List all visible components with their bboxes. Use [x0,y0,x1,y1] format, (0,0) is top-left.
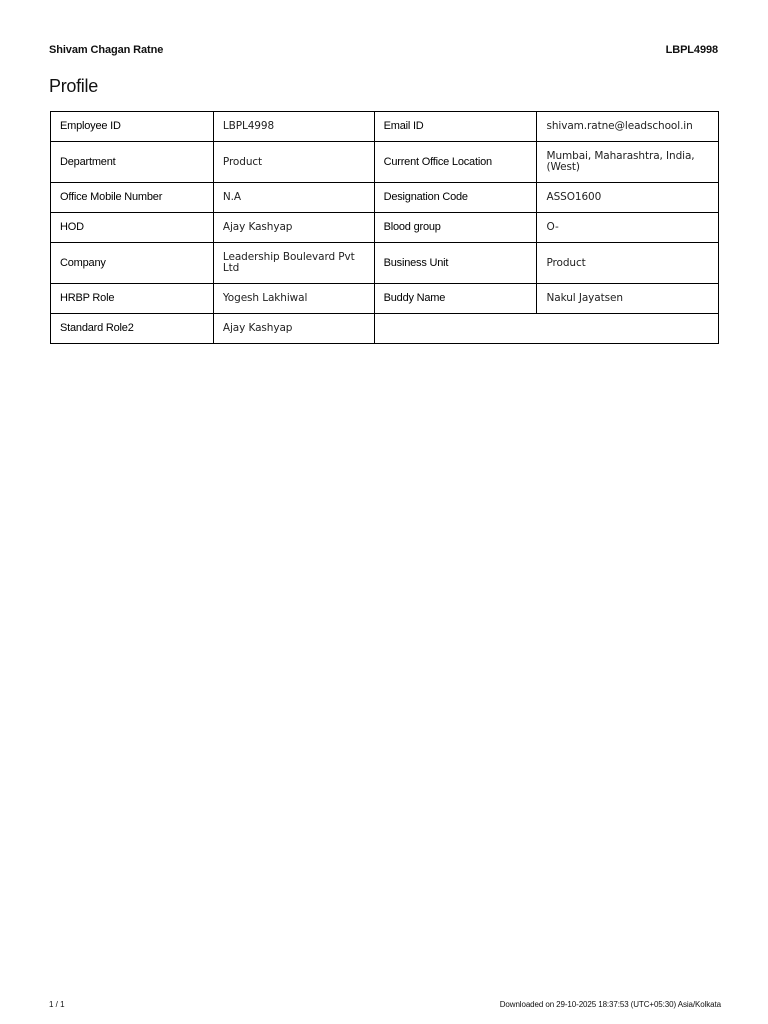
field-label: Standard Role2 [51,314,214,344]
field-value: Product [213,142,374,183]
empty-cell [374,314,718,344]
field-label: Designation Code [374,183,537,213]
field-value: N.A [213,183,374,213]
table-row [51,213,719,243]
field-value: Yogesh Lakhiwal [213,284,374,314]
field-value: Leadership Boulevard Pvt Ltd [213,243,374,284]
field-value: Mumbai, Maharashtra, India, (West) [537,142,719,183]
field-label: Department [51,142,214,183]
field-label: Email ID [374,112,537,142]
field-value: Nakul Jayatsen [537,284,719,314]
table-row [51,243,719,284]
field-label: Company [51,243,214,284]
field-label: HRBP Role [51,284,214,314]
table-row [51,314,719,344]
field-value: Ajay Kashyap [213,314,374,344]
page-title: Profile [49,76,98,96]
field-value: Product [537,243,719,284]
field-value: ASSO1600 [537,183,719,213]
page-number: 1 / 1 [49,1000,65,1009]
field-value: O- [537,213,719,243]
header-employee-code: LBPL4998 [665,44,718,56]
field-label: HOD [51,213,214,243]
field-label: Current Office Location [374,142,537,183]
table-row [51,142,719,183]
field-value: Ajay Kashyap [213,213,374,243]
download-timestamp: Downloaded on 29-10-2025 18:37:53 (UTC+05:30) Asia/Kolkata [499,1000,721,1009]
table-row [51,284,719,314]
field-label: Buddy Name [374,284,537,314]
field-value: LBPL4998 [213,112,374,142]
field-label: Business Unit [374,243,537,284]
table-row [51,112,719,142]
field-label: Blood group [374,213,537,243]
profile-table [50,111,719,344]
field-label: Office Mobile Number [51,183,214,213]
header-employee-name: Shivam Chagan Ratne [49,44,164,56]
field-label: Employee ID [51,112,214,142]
table-row [51,183,719,213]
field-value: shivam.ratne@leadschool.in [537,112,719,142]
